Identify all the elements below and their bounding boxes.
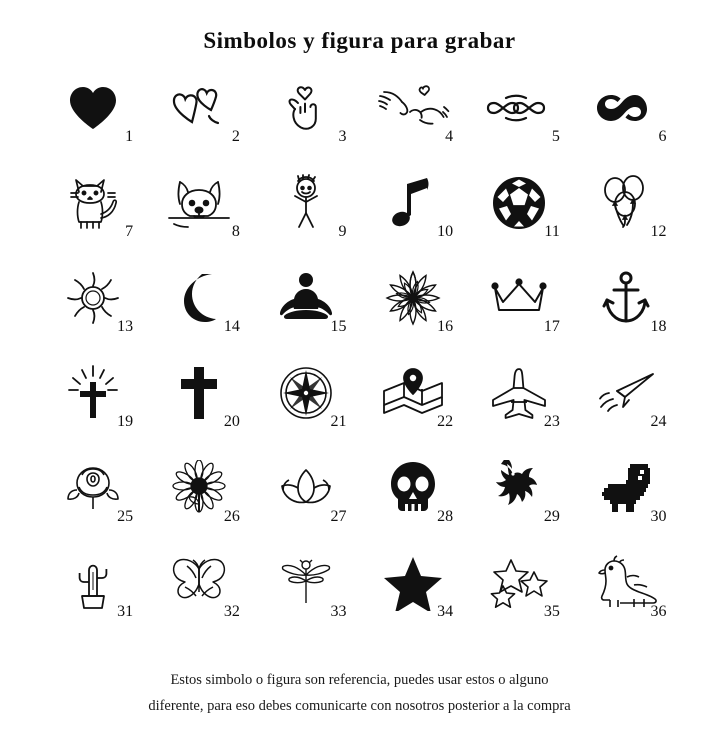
dog-peeking-icon [166,176,232,230]
symbol-number: 3 [338,128,347,145]
daisy-icon [170,460,228,516]
infinity-icon [595,91,657,125]
symbol-cell[interactable] [253,159,360,247]
symbol-cell[interactable] [573,444,680,532]
symbol-cell[interactable] [253,254,360,342]
finger-heart-icon [281,82,331,134]
airplane-icon [490,366,548,420]
soccer-ball-icon [492,176,546,230]
symbol-number: 27 [330,508,347,525]
symbol-cell[interactable] [466,254,573,342]
symbol-cell[interactable] [146,349,253,437]
symbol-sheet [0,28,719,747]
symbol-number: 1 [125,128,134,145]
symbol-cell[interactable] [573,539,680,627]
symbol-cell[interactable] [40,254,147,342]
map-pin-icon [380,367,446,419]
symbol-cell[interactable] [253,444,360,532]
dragonfly-icon [277,557,335,609]
symbol-cell[interactable] [40,159,147,247]
balloons-icon [599,174,653,232]
symbol-cell[interactable] [146,159,253,247]
skull-icon [387,460,439,516]
symbol-cell[interactable] [253,349,360,437]
symbol-number: 11 [544,223,560,240]
symbol-number: 18 [650,318,667,335]
symbol-cell[interactable] [359,64,466,152]
symbol-number: 25 [117,508,134,525]
symbol-number: 28 [437,508,454,525]
footer-line-2: diferente, para eso debes comunicarte con nosotros posterior a la compra [148,697,571,714]
dinosaur-icon [594,555,658,611]
symbol-cell[interactable] [253,64,360,152]
symbol-cell[interactable] [466,159,573,247]
symbol-number: 30 [650,508,667,525]
butterfly-icon [167,557,231,609]
lotus-icon [275,466,337,510]
child-stick-figure-icon [282,174,330,232]
symbol-cell[interactable] [466,444,573,532]
symbol-number: 5 [551,128,560,145]
symbol-cell[interactable] [253,539,360,627]
symbol-cell[interactable] [359,539,466,627]
crescent-moon-icon [174,270,224,326]
symbol-number: 31 [117,603,134,620]
music-note-icon [391,174,435,232]
sun-icon [65,270,121,326]
symbol-cell[interactable] [466,64,573,152]
symbol-number: 13 [117,318,134,335]
heart-filled-icon [67,84,119,132]
three-stars-icon [487,558,551,608]
symbol-number: 35 [543,603,560,620]
crown-icon [490,278,548,318]
symbol-number: 33 [330,603,347,620]
radiant-cross-icon [66,364,120,422]
symbol-cell[interactable] [146,539,253,627]
symbol-number: 10 [437,223,454,240]
symbol-number: 29 [543,508,560,525]
anchor-icon [601,270,651,326]
symbol-number: 9 [338,223,347,240]
cat-icon [65,174,121,232]
symbol-number: 20 [223,413,240,430]
symbol-cell[interactable] [359,159,466,247]
symbol-cell[interactable] [359,444,466,532]
symbol-cell[interactable] [146,64,253,152]
symbol-cell[interactable] [40,349,147,437]
symbol-cell[interactable] [40,444,147,532]
symbol-number: 26 [223,508,240,525]
symbol-number: 16 [437,318,454,335]
symbol-number: 17 [543,318,560,335]
double-heart-outline-icon [170,84,228,132]
symbol-number: 24 [650,413,667,430]
compass-rose-icon [278,365,334,421]
symbol-cell[interactable] [573,254,680,342]
symbol-cell[interactable] [573,349,680,437]
footer-line-1: Estos simbolo o figura son referencia, puedes usar estos o alguno [170,672,549,689]
footer-note [0,668,719,719]
paper-plane-icon [595,371,657,415]
symbol-cell[interactable] [40,64,147,152]
mandala-flower-icon [383,268,443,328]
symbol-number: 22 [437,413,454,430]
symbol-grid [40,64,680,627]
symbol-number: 6 [658,128,667,145]
symbol-number: 7 [125,223,134,240]
star-filled-icon [384,555,442,611]
dragon-icon [491,460,547,516]
symbol-number: 32 [223,603,240,620]
symbol-cell[interactable] [359,349,466,437]
symbol-number: 19 [117,413,134,430]
symbol-cell[interactable] [466,349,573,437]
pixel-dino-icon [598,462,654,514]
symbol-number: 14 [223,318,240,335]
symbol-number: 2 [231,128,240,145]
symbol-number: 23 [543,413,560,430]
double-infinity-icon [486,91,552,125]
symbol-cell[interactable] [146,444,253,532]
symbol-cell[interactable] [573,64,680,152]
symbol-number: 4 [445,128,454,145]
symbol-cell[interactable] [146,254,253,342]
symbol-cell[interactable] [40,539,147,627]
cactus-icon [70,554,116,612]
symbol-cell[interactable] [466,539,573,627]
page-title: Simbolos y figura para grabar [203,28,516,53]
symbol-number: 8 [231,223,240,240]
symbol-number: 21 [330,413,347,430]
pinky-promise-icon [374,82,452,134]
rose-icon [65,462,121,514]
symbol-number: 15 [330,318,347,335]
symbol-number: 34 [437,603,454,620]
symbol-cell[interactable] [573,159,680,247]
yoga-meditation-icon [277,271,335,325]
symbol-number: 36 [650,603,667,620]
symbol-number: 12 [650,223,667,240]
cross-icon [178,365,220,421]
symbol-cell[interactable] [359,254,466,342]
